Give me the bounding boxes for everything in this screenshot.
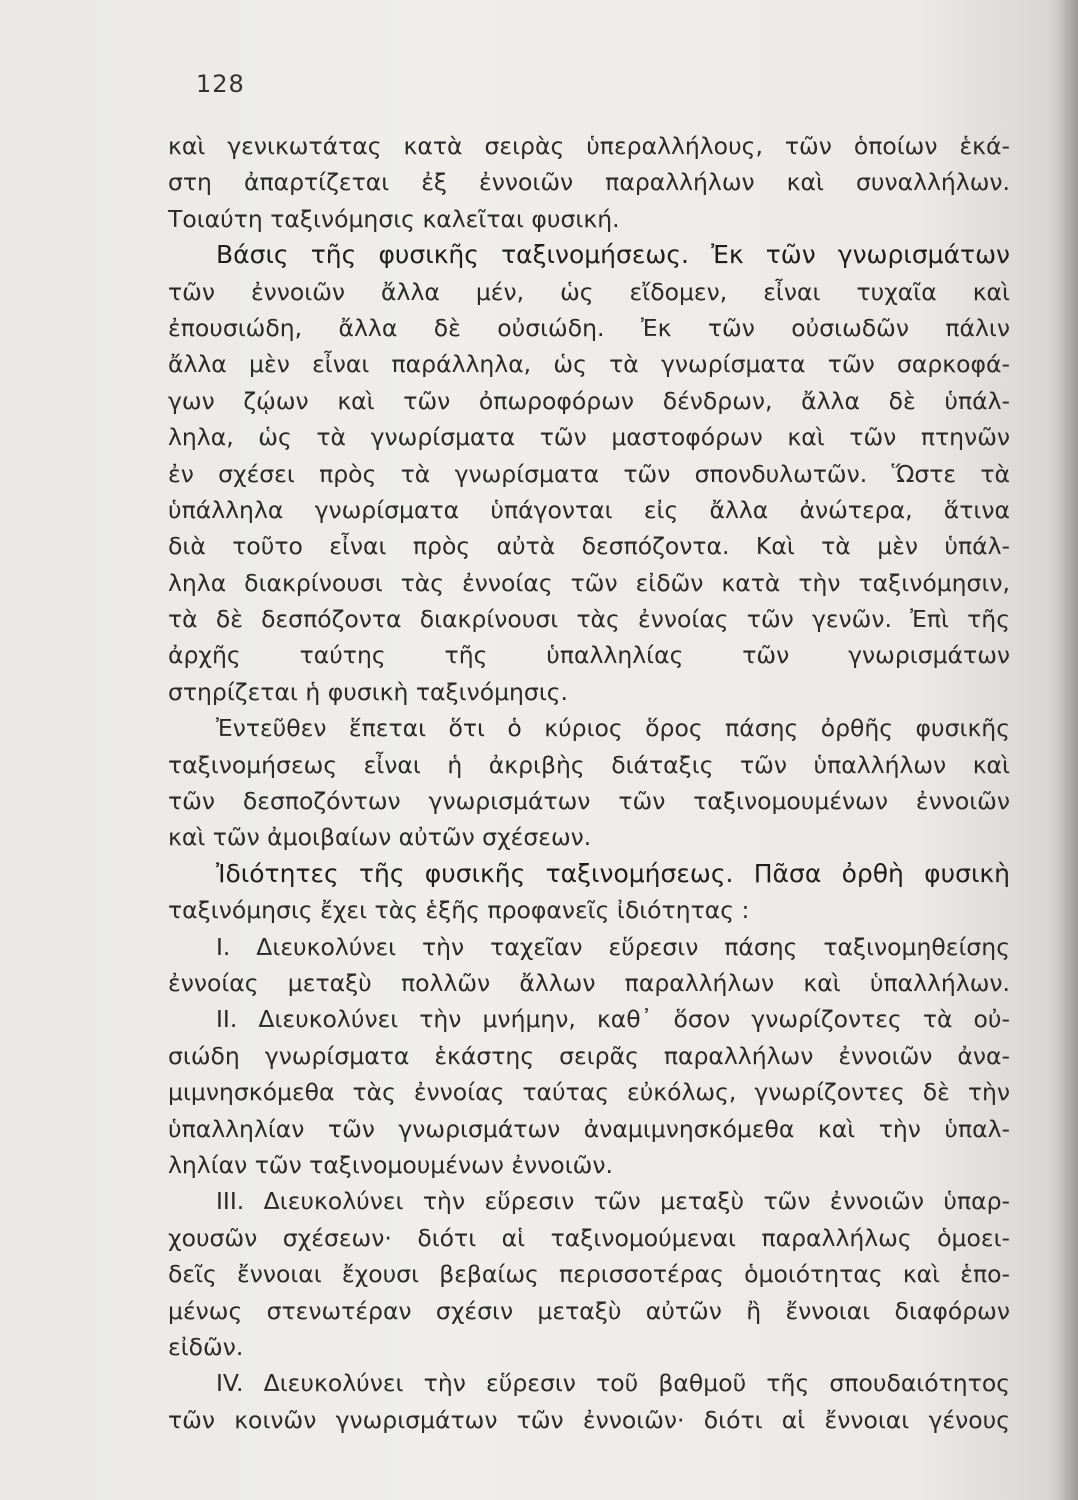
body-text — [168, 128, 1010, 1438]
text-line: δεῖς ἔννοιαι ἔχουσι βεβαίως περισσοτέρας ὁμοιότητας καὶ ἑπο- — [168, 1260, 1010, 1289]
text-line: ληλα, ὡς τὰ γνωρίσματα τῶν μαστοφόρων καὶ τῶν πτηνῶν — [168, 423, 1010, 452]
list-item-line: IV. Διευκολύνει τὴν εὕρεσιν τοῦ βαθμοῦ τῆς σπουδαιότητος — [216, 1369, 1010, 1398]
text-line: ληλα διακρίνουσι τὰς ἐννοίας τῶν εἰδῶν κατὰ τὴν ταξινόμησιν, — [168, 568, 1010, 597]
text-line: καὶ τῶν ἀμοιβαίων αὐτῶν σχέσεων. — [168, 823, 592, 852]
text-line: στηρίζεται ἡ φυσικὴ ταξινόμησις. — [168, 677, 569, 706]
text-line: τὰ δὲ δεσπόζοντα διακρίνουσι τὰς ἐννοίας τῶν γενῶν. Ἐπὶ τῆς — [168, 605, 1010, 634]
text-line: μιμνησκόμεθα τὰς ἐννοίας ταύτας εὐκόλως, γνωρίζοντες δὲ τὴν — [168, 1078, 1010, 1107]
list-item-line: II. Διευκολύνει τὴν μνήμην, καθ᾽ ὅσον γνωρίζοντες τὰ οὐ- — [216, 1005, 1010, 1034]
text-line: ἐπουσιώδη, ἄλλα δὲ οὐσιώδη. Ἐκ τῶν οὐσιωδῶν πάλιν — [168, 313, 1010, 342]
text-line: ὑπάλληλα γνωρίσματα ὑπάγονται εἰς ἄλλα ἀνώτερα, ἅτινα — [168, 495, 1010, 524]
text-line: ἀρχῆς ταύτης τῆς ὑπαλληλίας τῶν γνωρισμάτων — [168, 641, 1010, 670]
text-line: εἰδῶν. — [168, 1332, 244, 1361]
text-line: τῶν κοινῶν γνωρισμάτων τῶν ἐννοιῶν· διότι αἱ ἔννοιαι γένους — [168, 1405, 1010, 1434]
text-line: ὑπαλληλίαν τῶν γνωρισμάτων ἀναμιμνησκόμεθα καὶ τὴν ὑπαλ- — [168, 1114, 1010, 1143]
section-heading-line: Ἰδιότητες τῆς φυσικῆς ταξινομήσεως. Πᾶσα ὀρθὴ φυσικὴ — [216, 858, 1010, 888]
section-heading-line: Βάσις τῆς φυσικῆς ταξινομήσεως. Ἐκ τῶν γνωρισμάτων — [216, 240, 1010, 270]
text-line: ἐν σχέσει πρὸς τὰ γνωρίσματα τῶν σπονδυλωτῶν. Ὥστε τὰ — [168, 459, 1010, 488]
text-line: χουσῶν σχέσεων· διότι αἱ ταξινομούμεναι παραλλήλως ὁμοει- — [168, 1223, 1010, 1252]
page-edge-shadow — [1058, 0, 1078, 1500]
text-line: σιώδη γνωρίσματα ἑκάστης σειρᾶς παραλλήλων ἐννοιῶν ἀνα- — [168, 1041, 1010, 1070]
page-number: 128 — [196, 70, 245, 98]
text-line: διὰ τοῦτο εἶναι πρὸς αὐτὰ δεσπόζοντα. Καὶ τὰ μὲν ὑπάλ- — [168, 532, 1010, 561]
text-line: καὶ γενικωτάτας κατὰ σειρὰς ὑπεραλλήλους, τῶν ὁποίων ἑκά- — [168, 132, 1010, 160]
text-line: Ἐντεῦθεν ἕπεται ὅτι ὁ κύριος ὅρος πάσης ὀρθῆς φυσικῆς — [216, 714, 1010, 743]
text-line: τῶν ἐννοιῶν ἄλλα μέν, ὡς εἴδομεν, εἶναι τυχαῖα καὶ — [168, 277, 1010, 306]
text-line: γων ζῴων καὶ τῶν ὀπωροφόρων δένδρων, ἄλλα δὲ ὑπάλ- — [168, 386, 1010, 415]
text-line: Τοιαύτη ταξινόμησις καλεῖται φυσική. — [168, 204, 620, 233]
text-line: στη ἀπαρτίζεται ἐξ ἐννοιῶν παραλλήλων καὶ συναλλήλων. — [168, 168, 1010, 197]
text-line: ἐννοίας μεταξὺ πολλῶν ἄλλων παραλλήλων καὶ ὑπαλλήλων. — [168, 968, 1010, 997]
text-line: ταξινόμησις ἔχει τὰς ἑξῆς προφανεῖς ἰδιότητας : — [168, 896, 750, 925]
text-line: ταξινομήσεως εἶναι ἡ ἀκριβὴς διάταξις τῶν ὑπαλλήλων καὶ — [168, 750, 1010, 779]
text-line: ἄλλα μὲν εἶναι παράλληλα, ὡς τὰ γνωρίσματα τῶν σαρκοφά- — [168, 350, 1010, 379]
text-line: τῶν δεσποζόντων γνωρισμάτων τῶν ταξινομουμένων ἐννοιῶν — [168, 787, 1010, 816]
list-item-line: I. Διευκολύνει τὴν ταχεῖαν εὕρεσιν πάσης ταξινομηθείσης — [216, 932, 1010, 961]
text-line: ληλίαν τῶν ταξινομουμένων ἐννοιῶν. — [168, 1150, 613, 1179]
list-item-line: III. Διευκολύνει τὴν εὕρεσιν τῶν μεταξὺ τῶν ἐννοιῶν ὑπαρ- — [216, 1187, 1010, 1216]
text-line: μένως στενωτέραν σχέσιν μεταξὺ αὐτῶν ἢ ἔννοιαι διαφόρων — [168, 1296, 1010, 1325]
